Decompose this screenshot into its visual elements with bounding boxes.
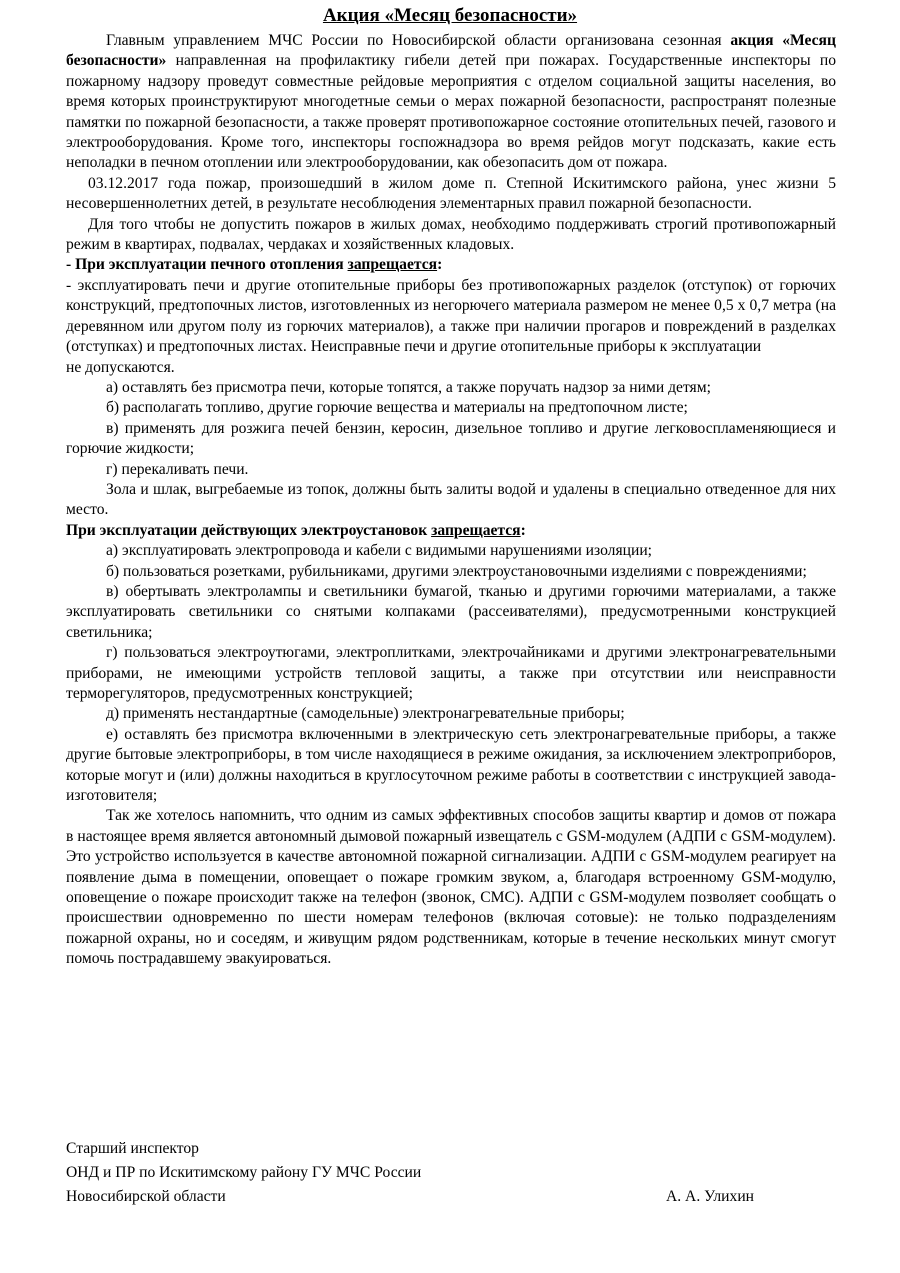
stove-heading-forbidden: запрещается <box>347 256 438 274</box>
electric-item-e: д) применять нестандартные (самодельные) электронагревательные приборы; <box>106 705 625 723</box>
document-title <box>0 4 900 28</box>
intro-lead: Главным управлением МЧС России по Новосибирской области организована сезонная <box>106 32 731 49</box>
electric-item-a: а) эксплуатировать электропровода и кабели с видимыми нарушениями изоляции; <box>106 542 653 560</box>
stove-item-d: г) перекаливать печи. <box>106 460 249 478</box>
title-text: Акция «Месяц безопасности» <box>322 5 578 26</box>
signature-line-3: Новосибирской области <box>66 1188 226 1205</box>
electric-item-d: г) пользоваться электроутюгами, электроплитками, электрочайниками и другими электронагревательными приборами, не имеющими устройств тепловой защиты, а также при отсутствии или неисправности терморегуляторов, предусмотренных конструкцией; <box>66 644 836 702</box>
stove-heading-text: - При эксплуатации печного отопления <box>66 256 348 274</box>
detector-paragraph: Так же хотелось напомнить, что одним из самых эффективных способов защиты квартир и домов от пожара в настоящее время является автономный дымовой пожарный извещатель с GSM-модулем (АДПИ с GSM-модулем). Это устройство используется в качестве автономной пожарной сигнализации. АДПИ с GSM-модулем реагирует на появление дыма в помещении, оповещает о пожаре громким звуком, а, благодаря встроенному GSM-модулю, оповещение о пожаре происходит также на телефон (звонок, СМС). АДПИ с GSM-модулем позволяет сообщать о происшествии одновременно по шести номерам телефонов (включая сотовые): не только подразделениям пожарной охраны, но и соседям, и живущим рядом родственникам, которые в течение нескольких минут смогут помочь пострадавшему эвакуироваться. <box>66 807 836 968</box>
incident-paragraph: 03.12.2017 года пожар, произошедший в жилом доме п. Степной Искитимского района, унес жизни 5 несовершеннолетних детей, в результате несоблюдения элементарных правил пожарной безопасности. <box>66 174 836 213</box>
electric-heading-colon: : <box>520 521 526 539</box>
stove-main-item: - эксплуатировать печи и другие отопительные приборы без противопожарных разделок (отступок) от горючих конструкций, предтопочных листов, изготовленных из негорючего материала размером не менее 0,5 х 0,7 метра (на деревянном или другом полу из горючих материалов), а также при наличии прогаров и повреждений в разделках (отступках) и предтопочных листах. Неисправные печи и другие отопительные приборы к эксплуатации <box>66 276 836 356</box>
electric-item-f: е) оставлять без присмотра включенными в электрическую сеть электронагревательные приборы, а также другие бытовые электроприборы, в том числе находящиеся в режиме ожидания, за исключением электроприборов, которые могут и (или) должны находиться в круглосуточном режиме работы в соответствии с инструкцией завода-изготовителя; <box>66 725 836 805</box>
intro-rest: направленная на профилактику гибели детей при пожарах. Государственные инспекторы по пожарному надзору проведут совместные рейдовые мероприятия с отделом социальной защиты населения, во время которых проинструктируют многодетные семьи о мерах пожарной безопасности, распространят полезные памятки по пожарной безопасности, а также проверят противопожарное состояние отопительных печей, газового и электрооборудования. Кроме того, инспекторы госпожнадзора во время рейдов могут подсказать, какие есть неполадки в печном отоплении или электрооборудовании, как обезопасить дом от пожара. <box>66 52 836 172</box>
intro-campaign-name: акция «Месяц безопасности» <box>66 32 836 70</box>
prevent-paragraph: Для того чтобы не допустить пожаров в жилых домах, необходимо поддерживать строгий противопожарный режим в квартирах, подвалах, чердаках и хозяйственных кладовых. <box>66 215 836 254</box>
stove-heading-colon: : <box>437 256 443 274</box>
electric-heading <box>66 521 836 541</box>
stove-item-c: в) применять для розжига печей бензин, керосин, дизельное топливо и другие легковоспламеняющиеся и горючие жидкости; <box>66 419 836 458</box>
stove-item-b: б) располагать топливо, другие горючие вещества и материалы на предтопочном листе; <box>106 399 688 417</box>
stove-main-item-end: не допускаются. <box>66 358 175 376</box>
electric-item-c: в) обертывать электролампы и светильники бумагой, тканью и другими горючими материалами, а также эксплуатировать светильники со снятыми колпаками (рассеивателями), предусмотренными конструкцией светильника; <box>66 582 836 641</box>
intro-paragraph <box>66 31 836 174</box>
stove-heading <box>66 255 836 275</box>
electric-heading-text: При эксплуатации действующих электроустановок <box>66 521 432 539</box>
document-body <box>66 31 836 970</box>
signature-line-3-block <box>66 1187 836 1207</box>
signature-name: А. А. Улихин <box>666 1188 755 1205</box>
electric-heading-forbidden: запрещается <box>431 521 521 539</box>
ash-paragraph: Зола и шлак, выгребаемые из топок, должны быть залиты водой и удалены в специально отведенное для них место. <box>66 480 836 519</box>
signature-line-1: Старший инспектор <box>66 1140 199 1157</box>
signature-line-2: ОНД и ПР по Искитимскому району ГУ МЧС России <box>66 1164 422 1181</box>
stove-item-a: а) оставлять без присмотра печи, которые топятся, а также поручать надзор за ними детям; <box>106 378 711 396</box>
electric-item-b: б) пользоваться розетками, рубильниками, другими электроустановочными изделиями с повреждениями; <box>106 562 807 580</box>
